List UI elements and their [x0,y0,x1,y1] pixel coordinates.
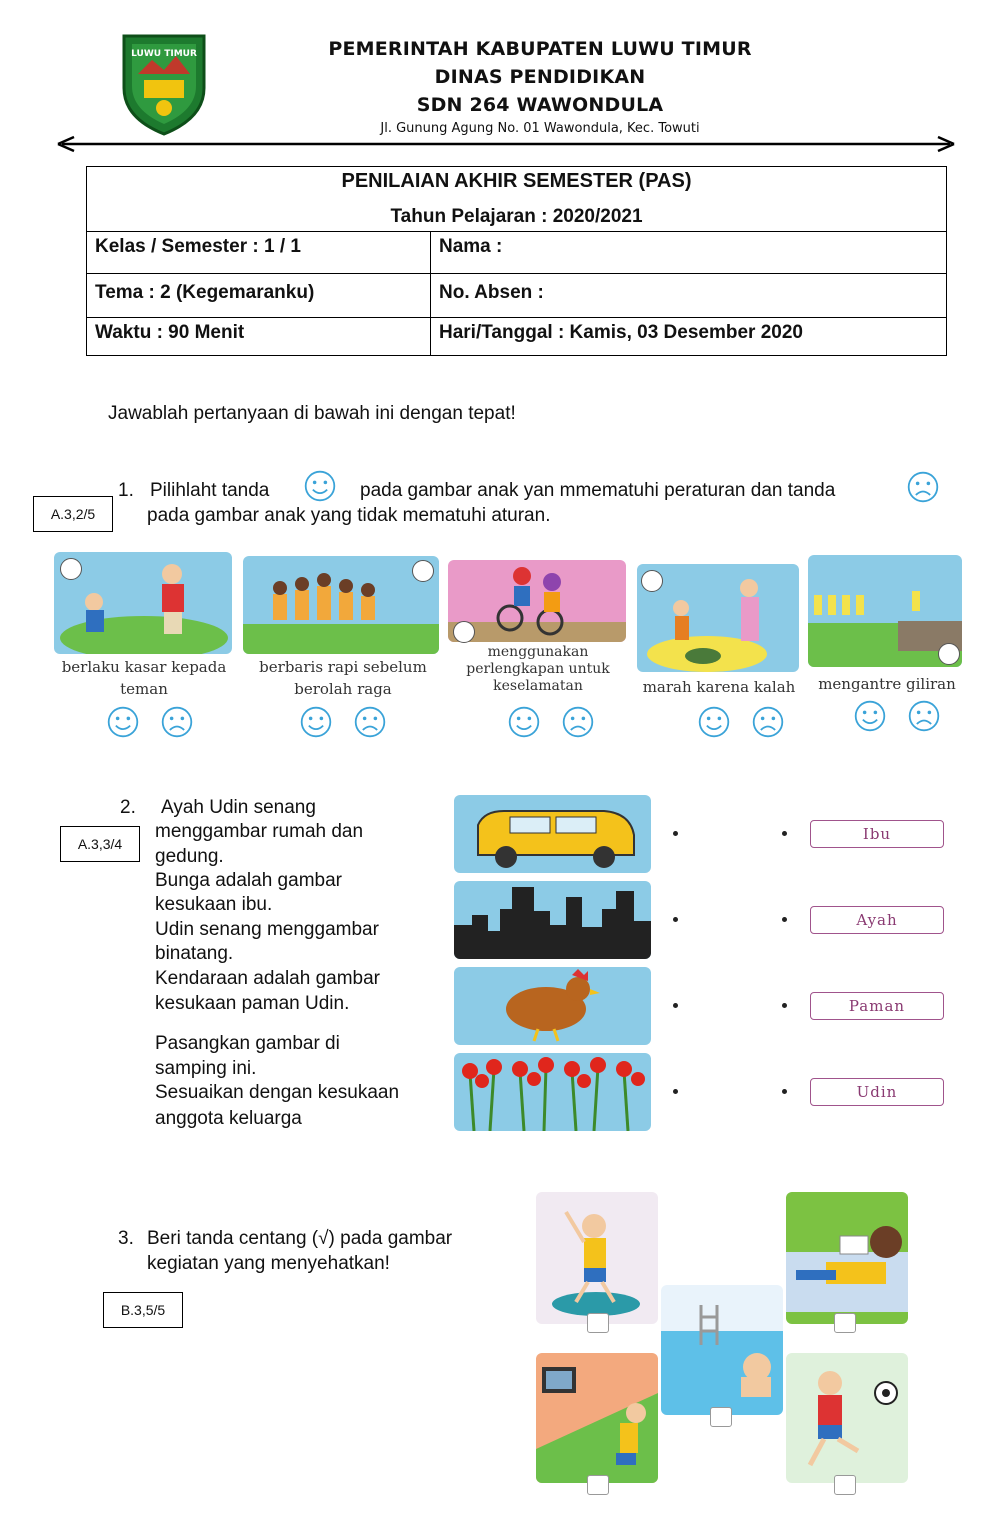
instruction: Jawablah pertanyaan di bawah ini dengan tepat! [108,403,516,424]
q3-number: 3. [118,1228,134,1249]
q1-option-4-radio[interactable] [641,570,663,592]
picture-lying-bed [786,1192,908,1324]
q1-text-c: pada gambar anak yang tidak mematuhi aturan. [147,505,551,526]
picture-stretching [536,1192,658,1324]
name-box-udin[interactable]: Udin [810,1078,944,1106]
q1-option-3-smile-icon[interactable] [507,705,541,739]
match-dot-left-4[interactable] [673,1089,678,1094]
q1-option-5-radio[interactable] [938,643,960,665]
match-dot-left-2[interactable] [673,917,678,922]
q2-line: gedung. [155,846,224,867]
q1-option-2-sad-icon[interactable] [353,705,387,739]
picture-line-up [243,556,439,654]
q2-line: anggota keluarga [155,1108,302,1129]
match-dot-right-1[interactable] [782,831,787,836]
q2-code: A.3,3/4 [60,826,140,862]
q1-option-4-smile-icon[interactable] [697,705,731,739]
q1-option-3-sad-icon[interactable] [561,705,595,739]
exam-title: PENILAIAN AKHIR SEMESTER (PAS) [341,170,692,192]
match-dot-left-3[interactable] [673,1003,678,1008]
picture-flowers[interactable] [454,1053,651,1131]
name-box-ibu[interactable]: Ibu [810,820,944,848]
q1-option-2-radio[interactable] [412,560,434,582]
q2-line: kesukaan paman Udin. [155,993,350,1014]
match-dot-right-3[interactable] [782,1003,787,1008]
q2-line: Bunga adalah gambar [155,870,342,891]
duration: Waktu : 90 Menit [87,318,431,356]
smile-icon [303,469,337,503]
q2-line: menggambar rumah dan [155,821,364,842]
q1-text-a: Pilihlaht tanda [150,480,270,501]
picture-chicken[interactable] [454,967,651,1045]
q1-caption-2: berbaris rapi sebelum berolah raga [259,658,427,698]
q1-option-5-smile-icon[interactable] [853,699,887,733]
q3-text-a: Beri tanda centang (√) pada gambar [147,1228,453,1249]
q1-number: 1. [118,480,134,501]
exam-year: Tahun Pelajaran : 2020/2021 [390,206,643,227]
q2-number: 2. [120,797,136,818]
office-title: DINAS PENDIDIKAN [434,66,646,88]
school-logo [118,26,210,138]
match-dot-right-2[interactable] [782,917,787,922]
q2-line: Kendaraan adalah gambar [155,968,381,989]
q1-caption-1: berlaku kasar kepada teman [61,658,227,698]
q2-line: Pasangkan gambar di [155,1033,340,1054]
q2-line: Sesuaikan dengan kesukaan [155,1082,400,1103]
gov-title: PEMERINTAH KABUPATEN LUWU TIMUR [328,38,752,60]
picture-playing-football [786,1353,908,1483]
q1-caption-5: mengantre giliran [818,675,956,693]
class-semester: Kelas / Semester : 1 / 1 [87,232,431,274]
q3-text-b: kegiatan yang menyehatkan! [147,1253,390,1274]
logo-text: LUWU TIMUR [131,49,197,59]
match-dot-left-1[interactable] [673,831,678,836]
picture-buildings[interactable] [454,881,651,959]
theme: Tema : 2 (Kegemaranku) [87,274,431,318]
name-box-ayah[interactable]: Ayah [810,906,944,934]
q1-text-b: pada gambar anak yan mmematuhi peraturan dan tanda [360,480,836,501]
picture-car[interactable] [454,795,651,873]
absence-number-field[interactable]: No. Absen : [431,274,947,318]
picture-swimming [661,1285,783,1415]
q2-line: samping ini. [155,1058,257,1079]
match-dot-right-4[interactable] [782,1089,787,1094]
q1-caption-4: marah karena kalah [642,678,796,696]
q1-code: A.3,2/5 [33,496,113,532]
q1-option-5-sad-icon[interactable] [907,699,941,733]
header-divider [56,134,956,154]
picture-watching-tv [536,1353,658,1483]
q1-option-3-radio[interactable] [453,621,475,643]
exam-date: Hari/Tanggal : Kamis, 03 Desember 2020 [431,318,947,356]
q1-option-1-smile-icon[interactable] [106,705,140,739]
q3-option-1-checkbox[interactable] [587,1313,609,1333]
school-title: SDN 264 WAWONDULA [416,94,664,116]
q1-option-1-sad-icon[interactable] [160,705,194,739]
sad-icon [906,470,940,504]
q2-line: kesukaan ibu. [155,894,273,915]
q3-option-3-checkbox[interactable] [710,1407,732,1427]
q3-code: B.3,5/5 [103,1292,183,1328]
q3-option-5-checkbox[interactable] [834,1475,856,1495]
q2-line: Udin senang menggambar [155,919,379,940]
exam-info-table [86,166,947,356]
q1-option-1-radio[interactable] [60,558,82,580]
q3-option-2-checkbox[interactable] [834,1313,856,1333]
school-address: Jl. Gunung Agung No. 01 Wawondula, Kec. Towuti [380,121,700,136]
q1-option-4-sad-icon[interactable] [751,705,785,739]
q1-option-2-smile-icon[interactable] [299,705,333,739]
student-name-field[interactable]: Nama : [431,232,947,274]
q2-line: binatang. [155,943,234,964]
name-box-paman[interactable]: Paman [810,992,944,1020]
q2-line: Ayah Udin senang [161,797,316,818]
q3-option-4-checkbox[interactable] [587,1475,609,1495]
q1-caption-3: menggunakan perlengkapan untuk keselamatan [466,644,610,694]
